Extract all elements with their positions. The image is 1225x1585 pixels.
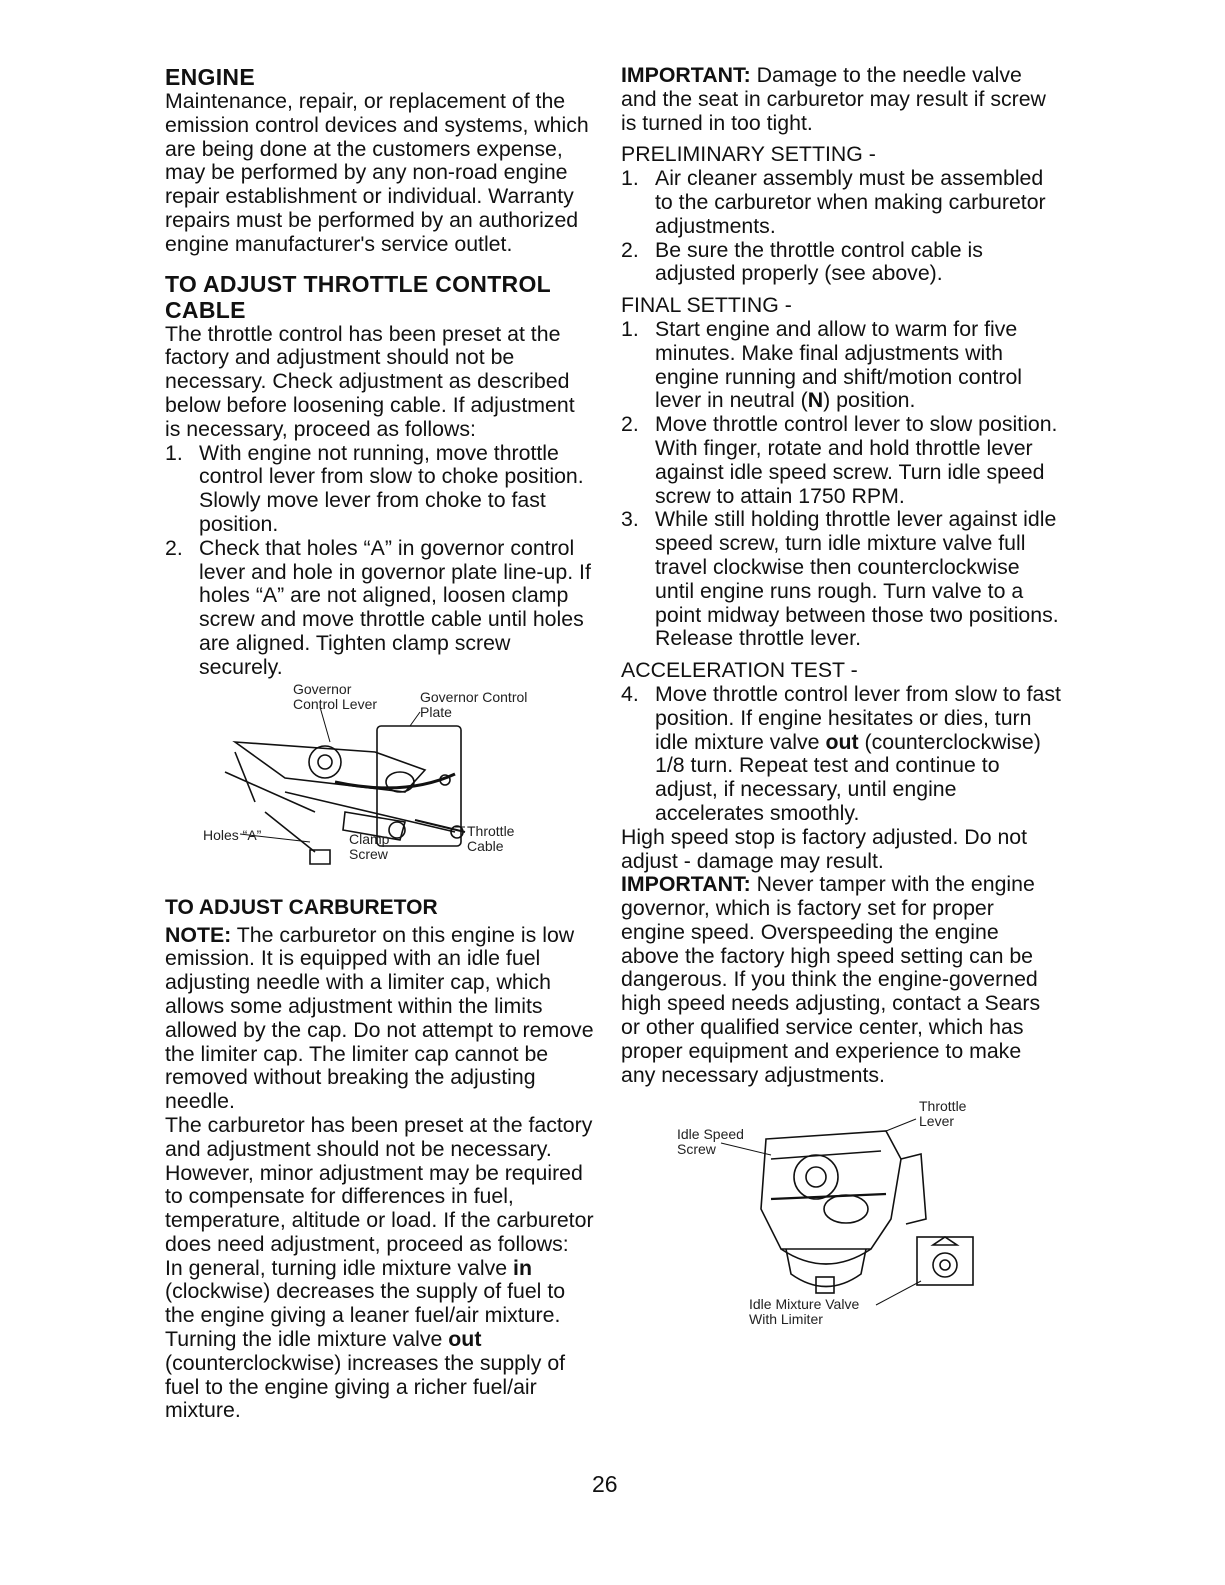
carburetor-heading: TO ADJUST CARBURETOR — [165, 895, 438, 919]
general-paragraph: In general, turning idle mixture valve in (clockwise) decreases the supply of fuel to the engine giving a leaner fuel/air mixture. Turning the idle mixture valve out (counterclockwise) increases the supply of fuel to the engine giving a richer fuel/air mixture. — [165, 1255, 566, 1423]
governor-control-lever-label: Governor Control Lever — [293, 680, 378, 712]
left-column — [165, 64, 595, 1423]
list-item: 1. Start engine and allow to warm for five minutes. Make final adjustments with engine running and shift/motion control lever in neutral (N) position. — [621, 316, 1023, 413]
governor-control-plate-label: Governor Control Plate — [420, 688, 528, 720]
preliminary-steps-list — [621, 167, 1061, 286]
carburetor-figure — [621, 1099, 1061, 1329]
list-item: 2. Move throttle control lever to slow position. With finger, rotate and hold throttle lever against idle speed screw. Turn idle speed screw to attain 1750 RPM. — [621, 412, 1058, 508]
throttle-intro-paragraph: The throttle control has been preset at the factory and adjustment should not be necessary. Check adjustment as described below before loosening cable. If adjustment is necessary, proceed as follows: — [165, 321, 575, 441]
engine-heading: ENGINE — [165, 64, 255, 90]
final-setting-heading: FINAL SETTING - — [621, 293, 792, 318]
preset-paragraph: The carburetor has been preset at the factory and adjustment should not be necessary. However, minor adjustment may be required to compensate for differences in fuel, temperature, altitude or load. If the carburetor does need adjustment, proceed as follows: — [165, 1112, 594, 1256]
final-steps-list — [621, 318, 1061, 651]
idle-speed-screw-label: Idle Speed Screw — [677, 1126, 744, 1158]
throttle-cable-label: Throttle Cable — [467, 822, 515, 854]
important-paragraph: IMPORTANT: Damage to the needle valve and the seat in carburetor may result if screw is turned in too tight. — [621, 63, 1046, 135]
holes-a-label: Holes “A” — [203, 826, 262, 843]
acceleration-steps-list — [621, 683, 1061, 826]
page-number: 26 — [592, 1471, 618, 1497]
list-item: 2. Check that holes “A” in governor control lever and hole in governor plate line-up. If holes “A” are not aligned, loosen clamp screw and move throttle cable until holes are aligned. Tighten clamp screw securely. — [165, 535, 591, 679]
list-item: 3. While still holding throttle lever against idle speed screw, turn idle mixture valve full travel clockwise then counterclockwise until engine runs rough. Turn valve to a point midway between those two positions. Release throttle lever. — [621, 507, 1059, 651]
high-speed-paragraph: High speed stop is factory adjusted. Do not adjust - damage may result. — [621, 824, 1028, 873]
engine-paragraph: Maintenance, repair, or replacement of the emission control devices and systems, which are being done at the customers expense, may be performed by any non-road engine repair establishment or individual. Warranty repairs must be performed by an authorized engine manufacturer's service outlet. — [165, 89, 589, 256]
throttle-steps-list — [165, 442, 595, 680]
list-item: 1. Air cleaner assembly must be assembled to the carburetor when making carburetor adjustments. — [621, 166, 1046, 238]
list-item: 2. Be sure the throttle control cable is adjusted properly (see above). — [621, 237, 983, 286]
throttle-lever-label: Throttle Lever — [919, 1098, 967, 1130]
list-item: 4. Move throttle control lever from slow to fast position. If engine hesitates or dies, turn idle mixture valve out (counterclockwise) 1/8 turn. Repeat test and continue to adjust, if necessary, until engine accelerates smoothly. — [621, 681, 1061, 825]
list-item: 1. With engine not running, move throttle control lever from slow to choke position. Slowly move lever from choke to fast position. — [165, 440, 584, 536]
note-paragraph: NOTE: The carburetor on this engine is low emission. It is equipped with an idle fuel adjusting needle with a limiter cap, which allows some adjustment within the limits allowed by the cap. Do not attempt to remove the limiter cap. The limiter cap cannot be removed without breaking the adjusting needle. — [165, 922, 594, 1114]
governor-figure — [165, 682, 595, 882]
throttle-cable-heading: TO ADJUST THROTTLE CONTROL CABLE — [165, 270, 551, 323]
acceleration-test-heading: ACCELERATION TEST - — [621, 658, 858, 683]
idle-mixture-valve-label: Idle Mixture Valve With Limiter — [749, 1296, 860, 1328]
clamp-screw-label: Clamp Screw — [349, 830, 390, 862]
right-column — [621, 64, 1061, 1329]
important-governor-paragraph: IMPORTANT: Never tamper with the engine governor, which is factory set for proper engine speed. Overspeeding the engine above the factory high speed setting can be dangerous. If you think the engine-governed high speed needs adjusting, contact a Sears or other qualified service center, which has proper equipment and experience to make any necessary adjustments. — [621, 872, 1041, 1087]
preliminary-setting-heading: PRELIMINARY SETTING - — [621, 142, 876, 167]
